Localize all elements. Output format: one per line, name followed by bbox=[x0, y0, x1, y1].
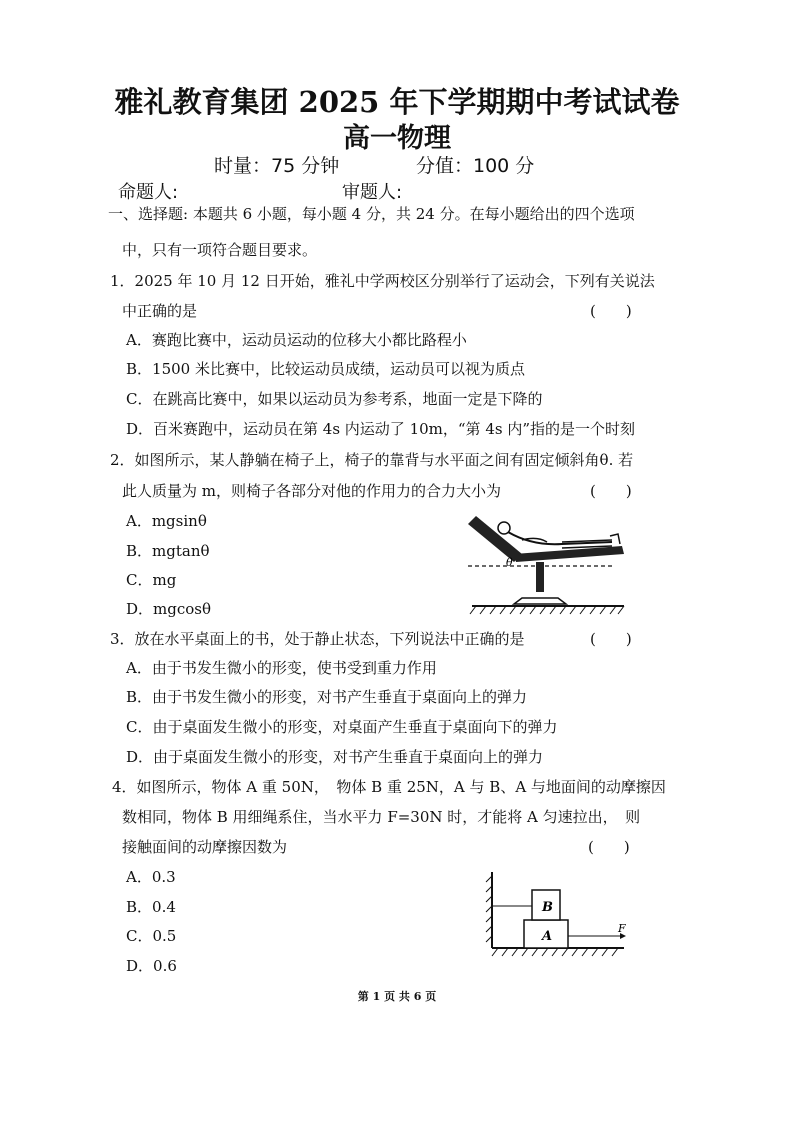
theta-label: θ bbox=[506, 556, 513, 569]
q4-option-a: A．0.3 bbox=[126, 868, 176, 886]
exam-time: 时量：75 分钟 bbox=[214, 155, 340, 177]
q3-answer-bracket: ( ) bbox=[590, 630, 632, 648]
q4-answer-bracket: ( ) bbox=[588, 838, 630, 856]
page-number: 第 1 页 共 6 页 bbox=[357, 990, 437, 1003]
q3-stem: 3．放在水平桌面上的书，处于静止状态，下列说法中正确的是 bbox=[110, 630, 525, 648]
exam-subject: 高一物理 bbox=[343, 123, 451, 154]
q2-option-b: B．mgtanθ bbox=[126, 542, 210, 560]
q3-option-d: D．由于桌面发生微小的形变，对书产生垂直于桌面向上的弹力 bbox=[126, 748, 544, 766]
block-a-label: A bbox=[542, 929, 553, 944]
q1-option-d: D．百米赛跑中，运动员在第 4s 内运动了 10m，“第 4s 内”指的是一个时刻 bbox=[126, 420, 635, 438]
section-intro-line2: 中，只有一项符合题目要求。 bbox=[122, 241, 318, 259]
q3-option-b: B．由于书发生微小的形变，对书产生垂直于桌面向上的弹力 bbox=[126, 688, 528, 706]
q3-option-a: A．由于书发生微小的形变，使书受到重力作用 bbox=[126, 659, 437, 677]
blocks-figure bbox=[484, 868, 634, 960]
q1-option-c: C．在跳高比赛中，如果以运动员为参考系，地面一定是下降的 bbox=[126, 390, 543, 408]
q1-stem-line1: 1．2025 年 10 月 12 日开始，雅礼中学两校区分别举行了运动会，下列有关说法 bbox=[110, 272, 655, 290]
q2-option-c: C．mg bbox=[126, 571, 177, 589]
q4-stem-line2: 数相同，物体 B 用细绳系住，当水平力 F=30N 时，才能将 A 匀速拉出， 则 bbox=[122, 808, 641, 826]
q4-stem-line1: 4．如图所示，物体 A 重 50N， 物体 B 重 25N，A 与 B、A 与地面间的动摩擦因 bbox=[112, 778, 666, 796]
block-b-label: B bbox=[542, 900, 553, 915]
reclining-chair-figure bbox=[462, 506, 632, 618]
q1-answer-bracket: ( ) bbox=[590, 302, 632, 320]
exam-title: 雅礼教育集团 2025 年下学期期中考试试卷 bbox=[114, 85, 680, 119]
author-label: 命题人: bbox=[118, 182, 179, 203]
q4-option-d: D．0.6 bbox=[126, 957, 177, 975]
q4-option-b: B．0.4 bbox=[126, 898, 176, 916]
force-label: F bbox=[618, 922, 626, 935]
q1-option-b: B．1500 米比赛中，比较运动员成绩，运动员可以视为质点 bbox=[126, 360, 525, 378]
q2-stem-line2: 此人质量为 m，则椅子各部分对他的作用力的合力大小为 bbox=[122, 482, 501, 500]
q4-option-c: C．0.5 bbox=[126, 927, 177, 945]
q2-option-a: A．mgsinθ bbox=[126, 512, 207, 530]
exam-score: 分值：100 分 bbox=[416, 155, 535, 177]
q2-option-d: D．mgcosθ bbox=[126, 600, 212, 618]
reviewer-label: 审题人: bbox=[342, 182, 403, 203]
q1-option-a: A．赛跑比赛中，运动员运动的位移大小都比路程小 bbox=[126, 331, 467, 349]
q2-stem-line1: 2．如图所示，某人静躺在椅子上，椅子的靠背与水平面之间有固定倾斜角θ. 若 bbox=[110, 451, 634, 469]
section-intro-line1: 一、选择题: 本题共 6 小题，每小题 4 分，共 24 分。在每小题给出的四个选项 bbox=[108, 205, 635, 223]
q1-stem-line2: 中正确的是 bbox=[122, 302, 198, 320]
q4-stem-line3: 接触面间的动摩擦因数为 bbox=[122, 838, 288, 856]
q3-option-c: C．由于桌面发生微小的形变，对桌面产生垂直于桌面向下的弹力 bbox=[126, 718, 558, 736]
q2-answer-bracket: ( ) bbox=[590, 482, 632, 500]
